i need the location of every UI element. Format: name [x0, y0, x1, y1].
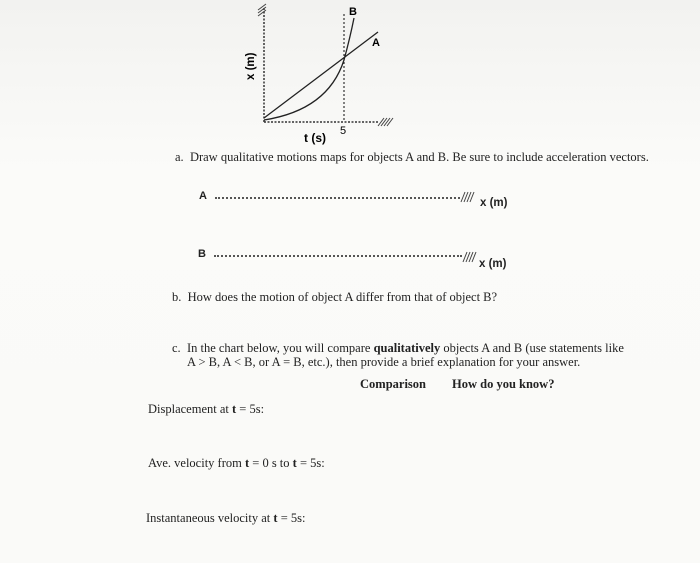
motion-map-a-arrow-icon — [459, 191, 477, 203]
motion-map-b-arrow-icon — [461, 251, 479, 263]
question-a-text: Draw qualitative motions maps for objects A and B. Be sure to include acceleration vectors. — [189, 150, 649, 164]
header-comparison: Comparison — [360, 377, 426, 391]
motion-map-b-line[interactable] — [214, 255, 462, 257]
row-ave-velocity-pre: Ave. velocity from — [148, 456, 245, 470]
row-inst-velocity-pre: Instantaneous velocity at — [146, 511, 274, 525]
position-time-graph — [228, 0, 408, 148]
line-a — [264, 32, 378, 118]
row-displacement-t: t — [232, 402, 237, 416]
question-b-letter: b. — [172, 290, 182, 304]
x-axis-label: t (s) — [304, 131, 326, 145]
question-a — [175, 150, 649, 165]
question-a-letter: a. — [175, 150, 184, 164]
row-ave-velocity-mid: = 0 s to — [249, 456, 293, 470]
row-displacement-pre: Displacement at — [148, 402, 232, 416]
x-axis-arrow-icon — [378, 118, 393, 126]
tick-label-5: 5 — [340, 125, 347, 137]
motion-map-a-axis: x (m) — [480, 197, 508, 209]
row-displacement — [148, 402, 264, 417]
row-ave-velocity-post: = 5s: — [296, 456, 325, 470]
motion-map-b-label: B — [198, 248, 206, 260]
question-c-text-pre: In the chart below, you will compare — [186, 341, 374, 355]
row-ave-velocity-t2: t — [292, 456, 297, 470]
y-axis-arrow-icon — [258, 4, 266, 16]
question-c-line1 — [172, 341, 624, 356]
question-c-line2: A > B, A < B, or A = B, etc.), then provide a brief explanation for your answer. — [187, 355, 581, 369]
motion-map-a-line[interactable] — [215, 197, 460, 199]
row-instantaneous-velocity — [146, 511, 305, 526]
motion-map-a-label: A — [199, 190, 207, 202]
line-a-label: A — [372, 37, 380, 49]
question-c-text-post: objects A and B (use statements like — [440, 341, 624, 355]
question-c-letter: c. — [172, 341, 181, 355]
motion-map-b-axis: x (m) — [479, 258, 507, 270]
row-displacement-post: = 5s: — [236, 402, 265, 416]
row-inst-velocity-post: = 5s: — [277, 511, 306, 525]
row-inst-velocity-t: t — [273, 511, 278, 525]
row-ave-velocity-t1: t — [244, 456, 250, 470]
question-b — [172, 290, 497, 305]
header-how-do-you-know: How do you know? — [452, 377, 555, 391]
y-axis-label: x (m) — [245, 52, 257, 80]
question-b-text: How does the motion of object A differ from that of object B? — [187, 290, 498, 304]
row-ave-velocity — [148, 456, 325, 471]
question-c-text-bold: qualitatively — [373, 341, 441, 355]
curve-b — [264, 18, 354, 120]
line-b-label: B — [349, 6, 357, 18]
